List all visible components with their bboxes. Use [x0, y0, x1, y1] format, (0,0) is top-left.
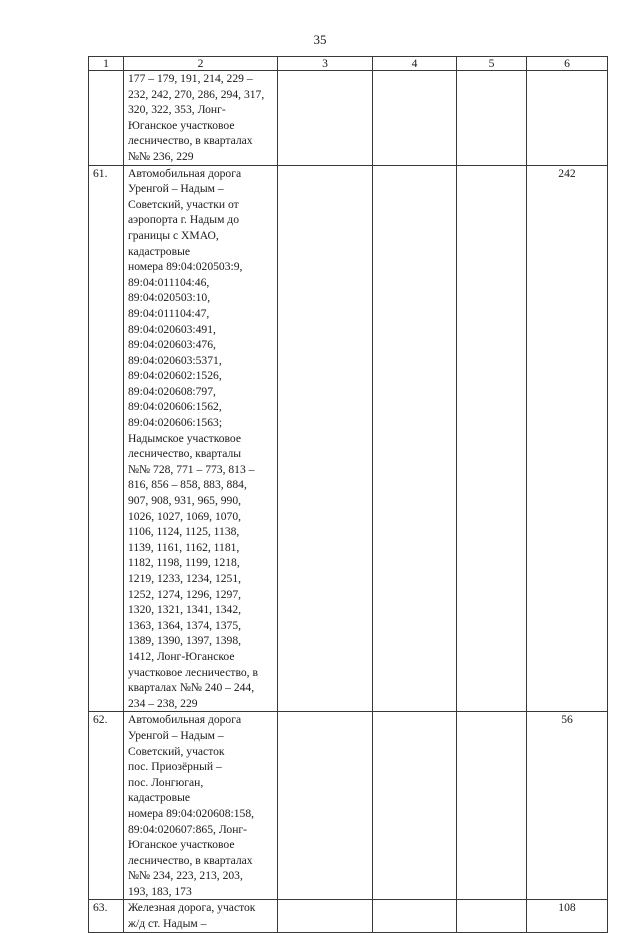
- row-cell-3: [278, 712, 373, 900]
- page-number: 35: [313, 32, 327, 47]
- row-description: Железная дорога, участок ж/д ст. Надым –: [124, 900, 278, 932]
- row-area-value: [527, 71, 608, 166]
- document-table: [88, 56, 608, 933]
- row-cell-4: [373, 71, 457, 166]
- column-header-6: 6: [527, 57, 608, 71]
- row-number: [89, 71, 124, 166]
- column-header-3: 3: [278, 57, 373, 71]
- column-header-2: 2: [124, 57, 278, 71]
- row-cell-5: [457, 71, 527, 166]
- table-row: [89, 71, 608, 166]
- column-header-4: 4: [373, 57, 457, 71]
- row-area-value: 108: [527, 900, 608, 932]
- row-number: 61.: [89, 165, 124, 712]
- row-area-value: 242: [527, 165, 608, 712]
- row-area-value: 56: [527, 712, 608, 900]
- row-cell-5: [457, 712, 527, 900]
- row-cell-5: [457, 165, 527, 712]
- row-number: 62.: [89, 712, 124, 900]
- column-header-5: 5: [457, 57, 527, 71]
- column-header-1: 1: [89, 57, 124, 71]
- row-description: 177 – 179, 191, 214, 229 – 232, 242, 270, 286, 294, 317, 320, 322, 353, Лонг- Юганское участковое лесничество, в кварталах №№ 236, 229: [124, 71, 278, 166]
- header-row: [89, 57, 608, 71]
- table-row: [89, 712, 608, 900]
- row-number: 63.: [89, 900, 124, 932]
- row-cell-3: [278, 165, 373, 712]
- row-cell-4: [373, 165, 457, 712]
- table-row: [89, 165, 608, 712]
- row-cell-3: [278, 71, 373, 166]
- row-description: Автомобильная дорога Уренгой – Надым – Советский, участок пос. Приозёрный – пос. Лонгюган, кадастровые номера 89:04:020608:158, 89:04:020607:865, Лонг- Юганское участковое лесничество, в кварталах №№ 234, 223, 213, 203, 193, 183, 173: [124, 712, 278, 900]
- row-description: Автомобильная дорога Уренгой – Надым – Советский, участки от аэропорта г. Надым до границы с ХМАО, кадастровые номера 89:04:020503:9, 89:04:011104:46, 89:04:020503:10, 89:04:011104:47, 89:04:020603:491, 89:04:020603:476, 89:04:020603:5371, 89:04:020602:1526, 89:04:020608:797, 89:04:020606:1562, 89:04:020606:1563; Надымское участковое лесничество, кварталы №№ 728, 771 – 773, 813 – 816, 856 – 858, 883, 884, 907, 908, 931, 965, 990, 1026, 1027, 1069, 1070, 1106, 1124, 1125, 1138, 1139, 1161, 1162, 1181, 1182, 1198, 1199, 1218, 1219, 1233, 1234, 1251, 1252, 1274, 1296, 1297, 1320, 1321, 1341, 1342, 1363, 1364, 1374, 1375, 1389, 1390, 1397, 1398, 1412, Лонг-Юганское участковое лесничество, в кварталах №№ 240 – 244, 234 – 238, 229: [124, 165, 278, 712]
- row-cell-4: [373, 712, 457, 900]
